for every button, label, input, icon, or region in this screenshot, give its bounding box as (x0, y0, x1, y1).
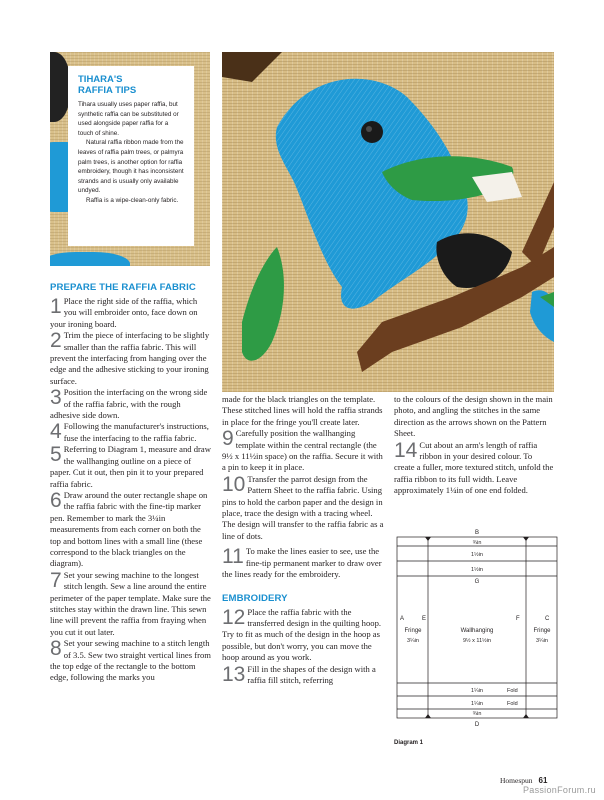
fold-label: Fold (507, 688, 518, 694)
row-label: ¾in (472, 711, 482, 717)
row-label: 1¼in (471, 701, 483, 707)
letter-g: G (474, 579, 480, 585)
step-text: Set your sewing machine to a stitch length of 3.5. Sew two straight vertical lines from the top edge of the rectangle to the bottom edge, following the marks you (50, 638, 211, 683)
step-text: Transfer the parrot design from the Pattern Sheet to the raffia fabric. Using pins to hold the carbon paper and the design in place, trace the design with a tracing wheel. The design will transfer to the raffia fabric as a line of dots. (222, 473, 384, 541)
step-8 (50, 638, 212, 684)
fringe-right-label: Fringe (533, 628, 551, 634)
step-9 (222, 428, 384, 474)
fringe-left-size: 3¼in (407, 638, 419, 644)
text-column-3 (394, 394, 554, 497)
row-label: ¾in (472, 540, 482, 546)
diagram-1 (394, 524, 560, 748)
black-raffia-detail (50, 52, 70, 122)
parrot-eye (361, 121, 383, 143)
section-heading-embroidery: EMBROIDERY (222, 592, 288, 604)
step-number: 13 (222, 662, 246, 686)
step-5 (50, 444, 212, 490)
step-number: 12 (222, 605, 246, 629)
step-text: Referring to Diagram 1, measure and draw the wallhanging outline on a piece of paper. Cut it out, then pin it to your prepared raffia fabric. (50, 444, 211, 489)
step-11 (222, 546, 384, 580)
step-text: Position the interfacing on the wrong side of the raffia fabric, with the rough adhesive side down. (50, 387, 208, 421)
fringe-right-size: 3¼in (536, 638, 548, 644)
step-number: 14 (394, 438, 418, 462)
letter-e: E (422, 616, 427, 622)
step-13-continued: to the colours of the design shown in the main photo, and angling the stitches in the same direction as the arrows shown on the Pattern Sheet. (394, 394, 553, 439)
step-number: 10 (222, 472, 246, 496)
diagram-caption: Diagram 1 (394, 740, 424, 746)
marker-triangle (523, 537, 529, 541)
parrot-illustration (222, 52, 554, 392)
watermark: PassionForum.ru (522, 785, 596, 795)
step-14 (394, 440, 554, 497)
step-3 (50, 387, 212, 421)
tips-paragraph: Tihara usually uses paper raffia, but synthetic raffia can be substituted or used alongside paper raffia for a touch of shine. (78, 101, 179, 137)
brown-stitch-area (222, 52, 282, 82)
section-heading-prepare: PREPARE THE RAFFIA FABRIC (50, 282, 196, 293)
step-text: Place the raffia fabric with the transferred design in the quilting hoop. Try to fit as much of the design in the hoop as possible, but don't worry, you can move the hoop around as you work. (222, 606, 382, 663)
step-text: Set your sewing machine to the longest stitch length. Sew a line around the entire perimeter of the paper template. Make sure the stitches stay within the drawn line. This sewn line will prevent the raffia from fraying when you cut it out later. (50, 569, 211, 637)
fringe-left-label: Fringe (404, 628, 422, 634)
page-footer (500, 776, 547, 785)
step-number: 7 (50, 568, 62, 592)
leaf-green (242, 247, 284, 361)
letter-c: C (545, 616, 550, 622)
step-4 (50, 421, 212, 444)
step-6 (50, 490, 212, 570)
step-text: Place the right side of the raffia, which you will embroider onto, face down on your ironing board. (50, 296, 198, 329)
step-text: Cut about an arm's length of raffia ribbon in your desired colour. To create a fuller, more textured stitch, unfold the raffia ribbon to its full width. Leave approximately 1¼in of one end folded. (394, 439, 554, 496)
step-text: Draw around the outer rectangle shape on the raffia fabric with the fine-tip marker pen. Remember to mark the 3¼in measurements from each corner on both the top and bottom lines with a small line (these correspond to the black triangles on the diagram). (50, 489, 208, 569)
letter-b: B (474, 530, 480, 536)
row-label: 1½in (471, 552, 483, 558)
page-number: 61 (538, 776, 548, 785)
step-2 (50, 330, 212, 387)
step-number: 9 (222, 427, 234, 451)
step-8-continued: made for the black triangles on the template. These stitched lines will hold the raffia strands in place for the fringe you'll create later. (222, 394, 383, 427)
step-number: 1 (50, 295, 62, 318)
step-7 (50, 570, 212, 638)
row-label: 1½in (471, 567, 483, 573)
parrot-eye-shine (366, 126, 372, 132)
step-10 (222, 474, 384, 542)
step-1 (50, 296, 212, 330)
step-text: Trim the piece of interfacing to be slightly smaller than the raffia fabric. This will prevent the interfacing from hanging over the edge and the adhesive sticking to your ironing surface. (50, 330, 210, 386)
text-column-1 (50, 282, 212, 684)
step-text: To make the lines easier to see, use the fine-tip permanent marker to draw over the lines ready for the embroidery. (222, 546, 382, 580)
step-text: Following the manufacturer's instructions, fuse the interfacing to the raffia fabric. (63, 421, 209, 443)
letter-d: D (474, 722, 480, 728)
marker-triangle (425, 537, 431, 541)
raffia-tips-box (68, 66, 194, 246)
letter-a: A (400, 616, 405, 622)
row-label: 1¼in (471, 688, 483, 694)
wallhanging-size: 9½ x 11½in (462, 638, 492, 644)
step-12 (222, 607, 384, 664)
step-number: 8 (50, 637, 62, 661)
fold-label: Fold (507, 701, 518, 707)
wallhanging-label: Wallhanging (460, 628, 494, 634)
step-number: 4 (50, 420, 62, 444)
step-text: Carefully position the wallhanging template within the central rectangle (the 9½ x 11½in space) on the raffia. Secure it with a pin to keep it in place. (222, 428, 383, 473)
text-column-2 (222, 394, 384, 686)
step-number: 11 (222, 545, 244, 569)
step-number: 5 (50, 443, 62, 467)
step-13 (222, 664, 384, 687)
parrot-embroidery-photo (222, 52, 554, 392)
step-text: Fill in the shapes of the design with a raffia fill stitch, referring (247, 663, 376, 685)
letter-f: F (516, 616, 520, 622)
step-number: 6 (50, 488, 62, 512)
marker-triangle (523, 714, 529, 718)
wallhanging-diagram (394, 524, 560, 748)
tips-title: TIHARA'S RAFFIA TIPS (78, 74, 137, 96)
parrot-white-patch (472, 172, 522, 202)
step-number: 2 (50, 329, 62, 353)
blue-raffia-detail (50, 252, 130, 266)
magazine-name: Homespun (500, 776, 533, 785)
step-number: 3 (50, 386, 62, 410)
tips-paragraph: Raffia is a wipe-clean-only fabric. (86, 196, 179, 204)
tips-paragraph: Natural raffia ribbon made from the leaves of raffia palm trees, or palmyra palm trees, is another option for raffia embroidery, though it has inconsistent strands and is usually only available undyed. (78, 139, 184, 195)
marker-triangle (425, 714, 431, 718)
